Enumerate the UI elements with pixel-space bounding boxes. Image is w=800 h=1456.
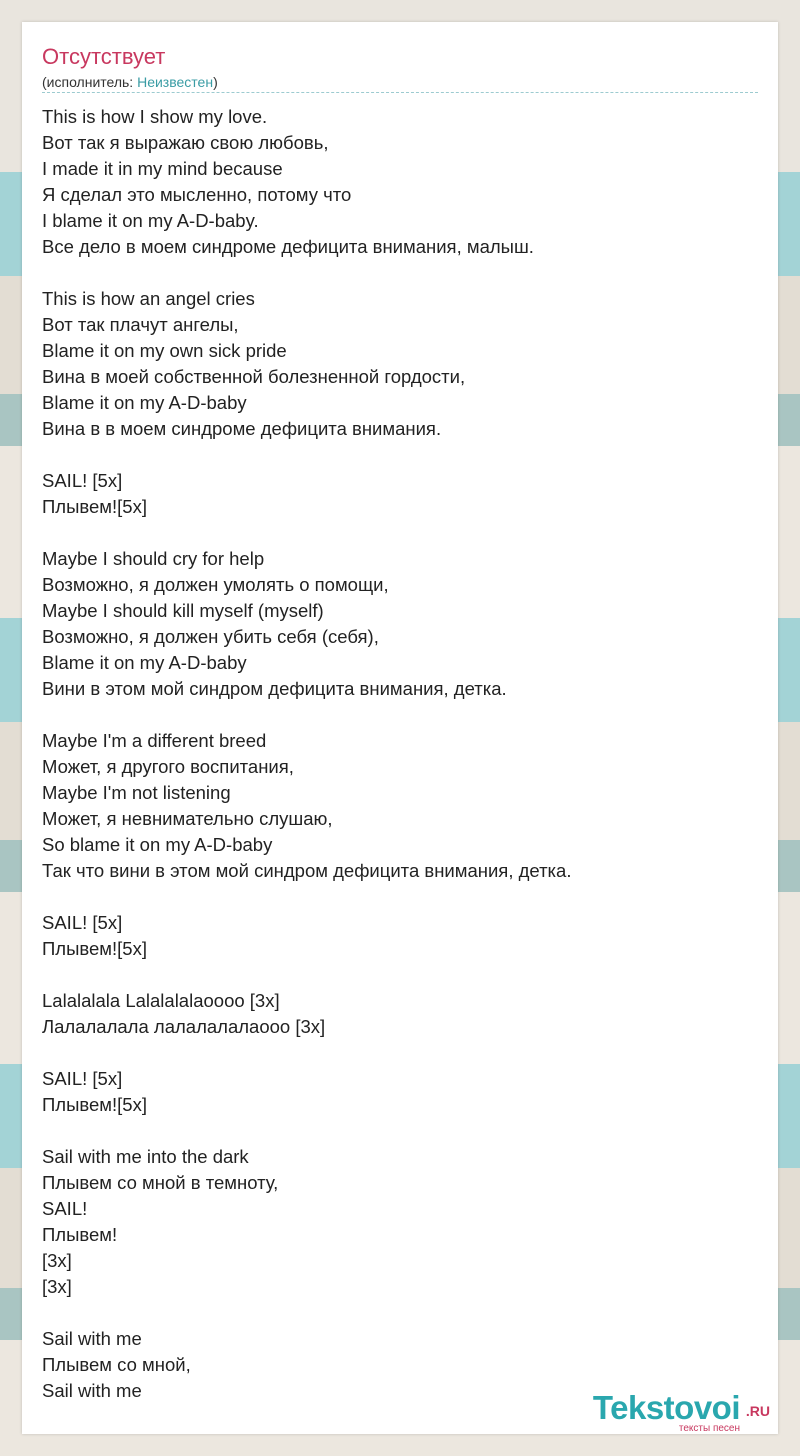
lyric-line: Я сделал это мысленно, потому что: [42, 184, 352, 205]
lyric-line: Возможно, я должен убить себя (себя),: [42, 626, 379, 647]
lyric-line: Вот так плачут ангелы,: [42, 314, 239, 335]
lyrics-card: [22, 22, 778, 1434]
artist-prefix: (исполнитель:: [42, 74, 138, 90]
lyric-line: SAIL! [5x]: [42, 1068, 123, 1089]
lyric-blank-line: [42, 702, 758, 728]
site-logo[interactable]: [560, 1390, 770, 1434]
logo-domain: .RU: [745, 1403, 770, 1419]
lyric-line: Плывем![5x]: [42, 496, 147, 517]
lyric-line: Sail with me into the dark: [42, 1146, 249, 1167]
lyric-line: Так что вини в этом мой синдром дефицита внимания, детка.: [42, 860, 572, 881]
lyric-line: Лалалалала лалалалалаооо [3x]: [42, 1016, 326, 1037]
lyric-blank-line: [42, 442, 758, 468]
lyric-blank-line: [42, 962, 758, 988]
lyric-line: Maybe I'm a different breed: [42, 730, 267, 751]
lyric-line: Плывем со мной в темноту,: [42, 1172, 279, 1193]
song-title: Отсутствует: [42, 44, 166, 69]
lyric-line: Sail with me: [42, 1380, 142, 1401]
lyric-blank-line: [42, 1040, 758, 1066]
lyric-line: Вини в этом мой синдром дефицита внимания, детка.: [42, 678, 507, 699]
lyric-line: Lalalalala Lalalalalaoooo [3x]: [42, 990, 280, 1011]
lyric-line: So blame it on my A-D-baby: [42, 834, 273, 855]
lyric-line: Maybe I should kill myself (myself): [42, 600, 324, 621]
artist-suffix: ): [213, 74, 218, 90]
lyric-line: [3x]: [42, 1276, 72, 1297]
lyric-line: Возможно, я должен умолять о помощи,: [42, 574, 389, 595]
lyric-line: Вот так я выражаю свою любовь,: [42, 132, 329, 153]
lyric-line: Вина в в моем синдроме дефицита внимания.: [42, 418, 442, 439]
lyric-blank-line: [42, 1300, 758, 1326]
lyric-line: Все дело в моем синдроме дефицита внимания, малыш.: [42, 236, 534, 257]
lyric-line: SAIL!: [42, 1198, 88, 1219]
lyric-line: Maybe I should cry for help: [42, 548, 265, 569]
lyric-blank-line: [42, 1118, 758, 1144]
lyric-line: Blame it on my A-D-baby: [42, 392, 247, 413]
lyric-blank-line: [42, 884, 758, 910]
lyric-line: Blame it on my A-D-baby: [42, 652, 247, 673]
lyric-line: This is how an angel cries: [42, 288, 255, 309]
lyric-line: I blame it on my A-D-baby.: [42, 210, 259, 231]
lyric-line: Плывем![5x]: [42, 1094, 147, 1115]
lyric-line: Maybe I'm not listening: [42, 782, 231, 803]
artist-line: [42, 73, 218, 91]
lyric-line: SAIL! [5x]: [42, 912, 123, 933]
logo-wordmark: Tekstovoi: [592, 1389, 740, 1426]
lyric-line: Blame it on my own sick pride: [42, 340, 287, 361]
lyric-line: Плывем!: [42, 1224, 118, 1245]
lyric-line: Плывем со мной,: [42, 1354, 191, 1375]
lyric-line: Плывем![5x]: [42, 938, 147, 959]
artist-link[interactable]: Неизвестен: [137, 74, 214, 90]
lyric-line: Sail with me: [42, 1328, 142, 1349]
lyric-line: I made it in my mind because: [42, 158, 283, 179]
lyrics-text: [42, 104, 758, 1404]
lyric-line: Может, я другого воспитания,: [42, 756, 294, 777]
logo-tagline: тексты песен: [678, 1423, 740, 1434]
lyric-line: Может, я невнимательно слушаю,: [42, 808, 333, 829]
lyric-line: [3x]: [42, 1250, 72, 1271]
lyric-blank-line: [42, 260, 758, 286]
lyric-line: SAIL! [5x]: [42, 470, 123, 491]
lyric-blank-line: [42, 520, 758, 546]
lyric-line: Вина в моей собственной болезненной гордости,: [42, 366, 466, 387]
header-divider: [42, 92, 758, 93]
lyric-line: This is how I show my love.: [42, 106, 268, 127]
